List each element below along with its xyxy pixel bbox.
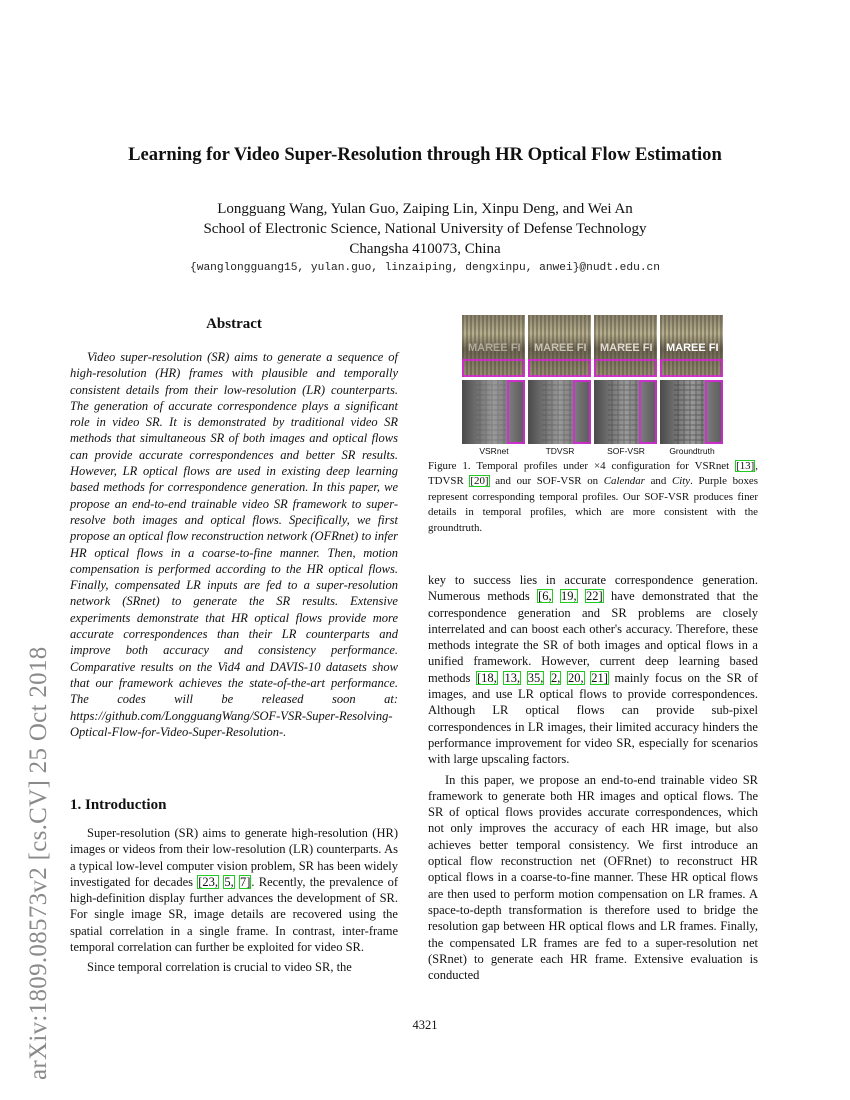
intro-paragraph-2: Since temporal correlation is crucial to video SR, the [87, 960, 352, 975]
author-affiliation: School of Electronic Science, National University of Defense Technology [203, 221, 647, 237]
citation-link[interactable]: 5, [224, 874, 234, 889]
intro-paragraph-4: In this paper, we propose an end-to-end trainable video SR framework to generate both HR images and optical flows. The SR of optical flows provides accurate correspondences, which not only improves the accuracy of each HR image, but also achieves better temporal consistency. We first introduce an optical flow reconstruction net (OFRnet) to reconstruct HR optical flows in a coarse-to-fine manner. These HR optical flows are then used to perform motion compensation on LR frames. A space-to-depth transformation is therefore used to bridge the resolution gap between HR optical flows and LR frames. Finally, the compensated LR frames are fed to a super-resolution net (SRnet) to generate each HR frame. Extensive evaluation is conducted [428, 772, 758, 983]
text-run: . Purple boxes represent corresponding temporal profiles. Our SOF-VSR produces finer details in temporal profiles, which are more consistent with the groundtruth. [428, 475, 758, 534]
text-run: have demonstrated that the correspondence generation and SR problems are closely interrelated and can boost each other's accuracy. Therefore, these methods integrate the SR of both images and optical flows in a unified framework. However, current deep learning based methods [428, 589, 759, 685]
calendar-text: MAREE FI [666, 342, 719, 354]
text-run: mainly focus on the SR of images, and use LR optical flows to provide correspondences. Although LR optical flows can provide sub-pixel correspondences in LR images, their limited accuracy hinders the performance improvement for video SR, especially for scenarios with large upscaling factors. [428, 670, 759, 767]
city-crop-image [660, 380, 723, 444]
text-run: Super-resolution (SR) aims to generate high-resolution (HR) images or videos from their low-resolution (LR) counterparts. As a typical low-level computer vision problem, SR has been widely investigated for decades [70, 826, 398, 889]
text-run: Figure 1. Temporal profiles under [428, 460, 594, 472]
calendar-crop-image [528, 315, 591, 377]
citation-link[interactable]: 35, [527, 670, 544, 685]
figure-1 [462, 315, 726, 455]
text-run: key to success lies in accurate correspondence generation. Numerous methods [428, 573, 758, 604]
introduction-heading: 1. Introduction [70, 797, 167, 813]
text-run: ×4 [593, 460, 606, 472]
citation-link[interactable]: [13] [736, 460, 755, 472]
text-run: and our SOF-VSR on [489, 475, 604, 488]
text-run: and [644, 475, 672, 488]
citation-link[interactable]: 2, [550, 670, 561, 685]
text-run: Calendar [603, 475, 645, 488]
calendar-crop-image [594, 315, 657, 377]
citation-link[interactable]: [23, [198, 874, 219, 889]
city-crop-image [528, 380, 591, 444]
arxiv-identifier-stamp: arXiv:1809.08573v2 [cs.CV] 25 Oct 2018 [25, 646, 52, 1080]
citation-link[interactable]: 20, [567, 670, 584, 685]
text-run: . Recently, the prevalence of high-definition display further advances the development of SR. For single image SR, image details are recovered using the spatial correlation in a single frame. In contrast, inter-frame temporal correlation can further be exploited for video SR. [70, 874, 398, 955]
figure-label-groundtruth: Groundtruth [669, 446, 715, 456]
citation-link[interactable]: 7] [239, 874, 251, 889]
citation-link[interactable]: 21] [591, 670, 608, 685]
calendar-text: MAREE FI [534, 342, 587, 354]
citation-link[interactable]: [18, [477, 670, 497, 685]
citation-link[interactable]: [20] [470, 475, 489, 488]
author-emails: {wanglongguang15, yulan.guo, linzaiping, dengxinpu, anwei}@nudt.edu.cn [190, 262, 660, 274]
intro-paragraph-3 [428, 572, 758, 768]
figure-label-vsrnet: VSRnet [479, 446, 509, 456]
figure-label-tdvsr: TDVSR [545, 446, 575, 456]
abstract-text: Video super-resolution (SR) aims to generate a sequence of high-resolution (HR) frames with plausible and temporally consistent details from their low-resolution (LR) counterparts. The generation of accurate correspondence plays a significant role in video SR. It is demonstrated by traditional video SR methods that simultaneous SR of both images and optical flows can provide accurate correspondences and better SR results. However, LR optical flows are used in existing deep learning based methods for correspondence generation. In this paper, we propose an end-to-end trainable video SR framework to super-resolve both images and optical flows. Specifically, we first propose an optical flow reconstruction network (OFRnet) to infer HR optical flows in a coarse-to-fine manner. Then, motion compensation is performed according to the HR optical flows. Finally, compensated LR inputs are fed to a super-resolution network (SRnet) to generate the SR results. Extensive experiments demonstrate that HR optical flows provide more accurate correspondences than their LR counterparts and improve both accuracy and consistency performance. Comparative results on the Vid4 and DAVIS-10 datasets show that our framework achieves the state-of-the-art performance. The codes will be released soon at: https://github.com/LongguangWang/SOF-VSR-Super-Resolving-Optical-Flow-for-Video-Super-Resolution-. [70, 350, 398, 739]
citation-link[interactable]: 13, [504, 670, 521, 685]
introduction-column-right [428, 572, 758, 987]
paper-title: Learning for Video Super-Resolution through HR Optical Flow Estimation [128, 144, 722, 165]
figure-panel-tdvsr [528, 315, 591, 445]
text-run: configuration for VSRnet [605, 460, 736, 472]
intro-paragraph-1 [70, 825, 398, 955]
citation-link[interactable]: [6, [538, 589, 552, 604]
author-names: Longguang Wang, Yulan Guo, Zaiping Lin, Xinpu Deng, and Wei An [217, 201, 633, 217]
page-number: 4321 [412, 1018, 438, 1032]
calendar-crop-image [462, 315, 525, 377]
text-run: , TDVSR [428, 460, 758, 488]
calendar-crop-image [660, 315, 723, 377]
figure-panel-sof-vsr [594, 315, 657, 445]
abstract-heading: Abstract [206, 316, 262, 332]
author-block [0, 199, 850, 259]
text-run: City [671, 475, 691, 488]
calendar-text: MAREE FI [600, 342, 653, 354]
figure-label-sof-vsr: SOF-VSR [607, 446, 645, 456]
figure-panel-groundtruth [660, 315, 723, 445]
citation-link[interactable]: 22] [586, 589, 603, 604]
city-crop-image [462, 380, 525, 444]
citation-link[interactable]: 19, [561, 589, 577, 604]
figure-1-caption [428, 459, 758, 536]
introduction-column-left [70, 825, 398, 980]
figure-panel-vsrnet [462, 315, 525, 445]
author-location: Changsha 410073, China [349, 241, 501, 257]
city-crop-image [594, 380, 657, 444]
calendar-text-blurred: MAREE FI [468, 342, 521, 354]
